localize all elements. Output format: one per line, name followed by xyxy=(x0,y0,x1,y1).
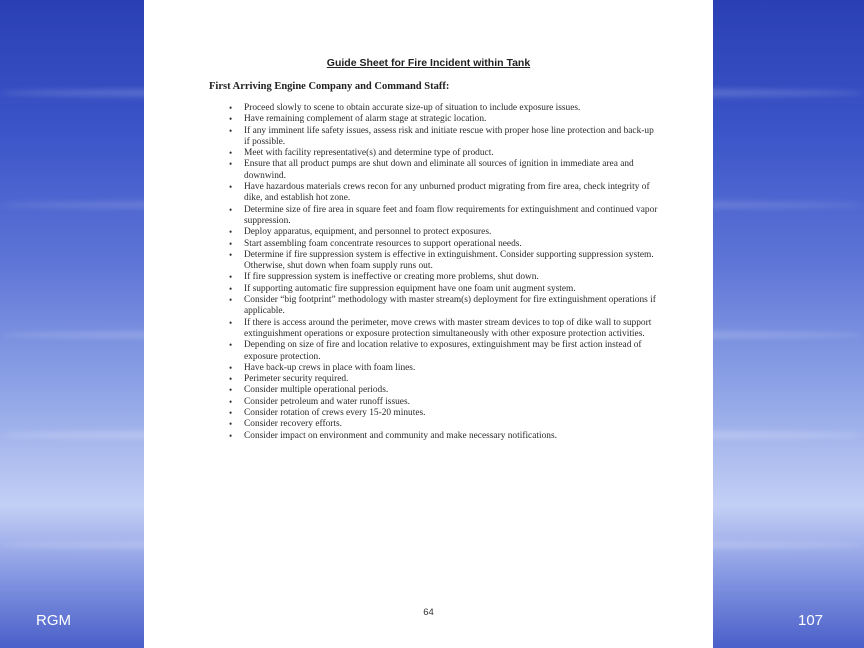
list-item: • Deploy apparatus, equipment, and personnel to protect exposures. xyxy=(208,227,660,238)
list-item: • Determine size of fire area in square feet and foam flow requirements for extinguishment and continued vapor suppression. xyxy=(208,205,660,228)
list-item: • Have remaining complement of alarm stage at strategic location. xyxy=(208,114,660,125)
list-item: • If fire suppression system is ineffective or creating more problems, shut down. xyxy=(208,272,660,283)
list-item: • Consider impact on environment and community and make necessary notifications. xyxy=(208,431,660,442)
list-item: • Depending on size of fire and location relative to exposures, extinguishment may be first action instead of exposure protection. xyxy=(208,340,660,363)
list-item: • Consider multiple operational periods. xyxy=(208,385,660,396)
list-item: • Meet with facility representative(s) and determine type of product. xyxy=(208,148,660,159)
list-item: • If there is access around the perimeter, move crews with master stream devices to top of dike wall to support extinguishment operations or exposure protection simultaneously with other exposure protection activities. xyxy=(208,318,660,341)
bullet-list xyxy=(208,103,660,442)
list-item: • Determine if fire suppression system is effective in extinguishment. Consider supporting suppression system. Otherwise, shut down when foam supply runs out. xyxy=(208,250,660,273)
slide-number: 107 xyxy=(798,612,824,629)
section-heading: First Arriving Engine Company and Command Staff: xyxy=(209,81,450,92)
list-item: • Have back-up crews in place with foam lines. xyxy=(208,363,660,374)
list-item: • Proceed slowly to scene to obtain accurate size-up of situation to include exposure issues. xyxy=(208,103,660,114)
document-page-number: 64 xyxy=(423,607,434,618)
list-item: • Consider petroleum and water runoff issues. xyxy=(208,397,660,408)
list-item: • Have hazardous materials crews recon for any unburned product migrating from fire area, check integrity of dike, and establish hot zone. xyxy=(208,182,660,205)
list-item: • Consider recovery efforts. xyxy=(208,419,660,430)
list-item: • If supporting automatic fire suppression equipment have one foam unit augment system. xyxy=(208,284,660,295)
document-title: Guide Sheet for Fire Incident within Tank xyxy=(326,57,531,69)
list-item: • Start assembling foam concentrate resources to support operational needs. xyxy=(208,239,660,250)
list-item: • If any imminent life safety issues, assess risk and initiate rescue with proper hose line protection and back-up if possible. xyxy=(208,126,660,149)
list-item: • Perimeter security required. xyxy=(208,374,660,385)
document-page xyxy=(144,0,713,648)
list-item: • Consider “big footprint” methodology with master stream(s) deployment for fire extinguishment operations if applicable. xyxy=(208,295,660,318)
list-item: • Ensure that all product pumps are shut down and eliminate all sources of ignition in immediate area and downwind. xyxy=(208,159,660,182)
slide-footer-author: RGM xyxy=(36,612,71,629)
list-item: • Consider rotation of crews every 15-20 minutes. xyxy=(208,408,660,419)
